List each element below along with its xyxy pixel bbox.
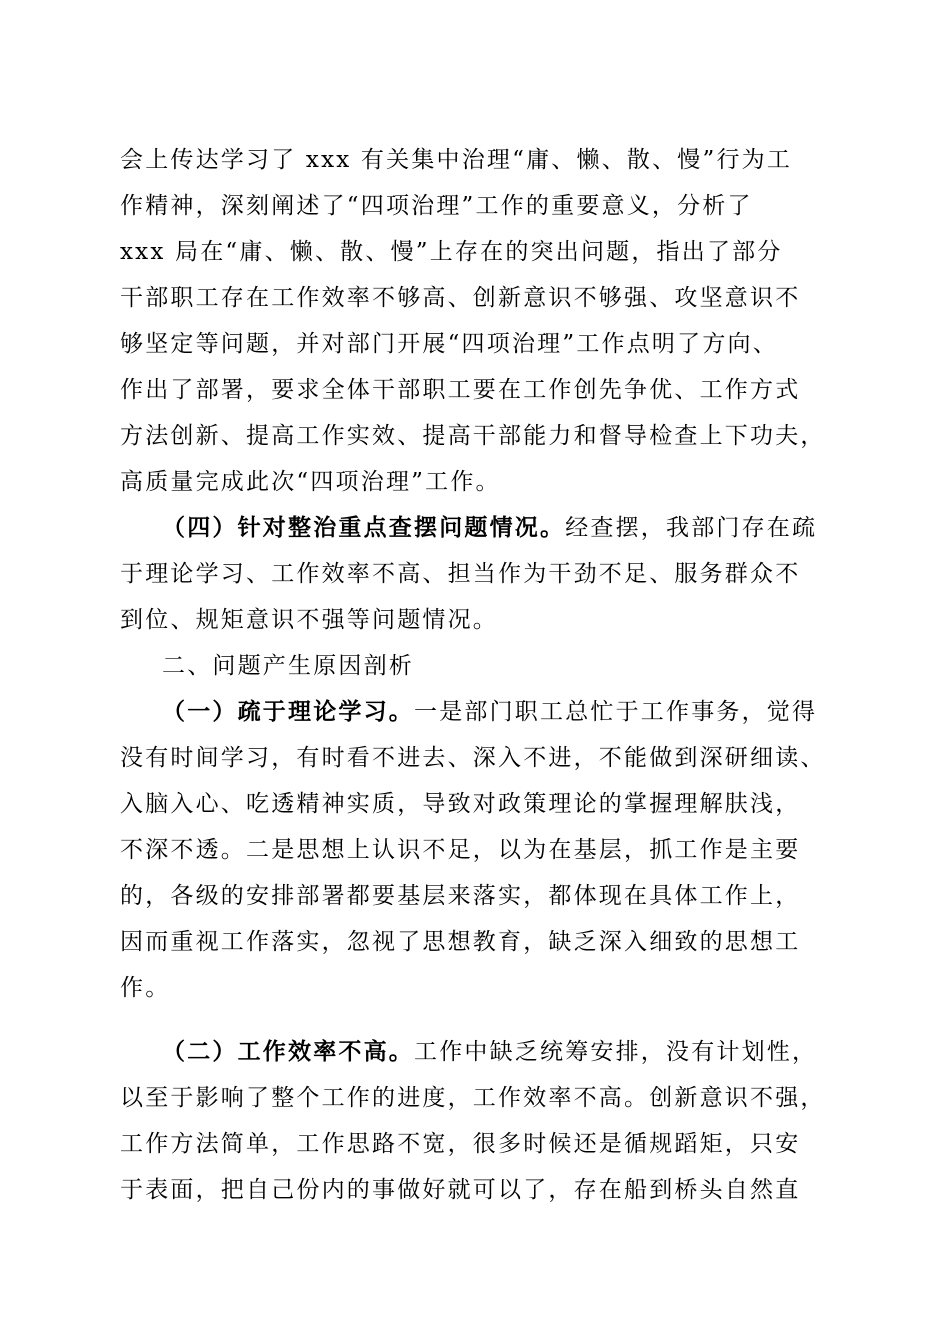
paragraph-line: 作。 bbox=[120, 975, 171, 1001]
paragraph-line: 不深不透。二是思想上认识不足，以为在基层，抓工作是主要 bbox=[120, 837, 801, 863]
paragraph-text: 工作中缺乏统筹安排，没有计划性， bbox=[414, 1039, 818, 1065]
paragraph-line: xxx 局在“庸、懒、散、慢”上存在的突出问题，指出了部分 bbox=[120, 239, 783, 265]
paragraph-line: 干部职工存在工作效率不够高、创新意识不够强、攻坚意识不 bbox=[120, 285, 801, 311]
paragraph-line: 作出了部署，要求全体干部职工要在工作创先争优、工作方式 bbox=[120, 377, 801, 403]
paragraph-heading: （四）针对整治重点查摆问题情况。 bbox=[162, 514, 566, 541]
section-title: 二、问题产生原因剖析 bbox=[162, 653, 414, 679]
paragraph-first-line bbox=[162, 513, 817, 543]
paragraph-line: 以至于影响了整个工作的进度，工作效率不高。创新意识不强， bbox=[120, 1085, 826, 1111]
paragraph-line: 方法创新、提高工作实效、提高干部能力和督导检查上下功夫， bbox=[120, 423, 826, 449]
paragraph-line: 因而重视工作落实，忽视了思想教育，缺乏深入细致的思想工 bbox=[120, 929, 801, 955]
paragraph-text: 一是部门职工总忙于工作事务，觉得 bbox=[414, 699, 818, 725]
paragraph-line: 没有时间学习，有时看不进去、深入不进，不能做到深研细读、 bbox=[120, 745, 826, 771]
paragraph-heading: （一）疏于理论学习。 bbox=[162, 698, 414, 725]
paragraph-line: 于理论学习、工作效率不高、担当作为干劲不足、服务群众不 bbox=[120, 561, 801, 587]
paragraph-first-line bbox=[162, 1037, 817, 1067]
paragraph-line: 入脑入心、吃透精神实质，导致对政策理论的掌握理解肤浅， bbox=[120, 791, 801, 817]
paragraph-line: 于表面，把自己份内的事做好就可以了，存在船到桥头自然直 bbox=[120, 1177, 801, 1203]
paragraph-line: 的，各级的安排部署都要基层来落实，都体现在具体工作上， bbox=[120, 883, 801, 909]
paragraph-line: 到位、规矩意识不强等问题情况。 bbox=[120, 607, 498, 633]
paragraph-first-line bbox=[162, 697, 817, 727]
paragraph-line: 作精神，深刻阐述了“四项治理”工作的重要意义，分析了 bbox=[120, 193, 753, 219]
paragraph-heading: （二）工作效率不高。 bbox=[162, 1038, 414, 1065]
paragraph-line: 工作方法简单，工作思路不宽，很多时候还是循规蹈矩，只安 bbox=[120, 1131, 801, 1157]
paragraph-line: 会上传达学习了 xxx 有关集中治理“庸、懒、散、慢”行为工 bbox=[120, 147, 793, 173]
paragraph-line: 高质量完成此次“四项治理”工作。 bbox=[120, 469, 501, 495]
paragraph-line: 够坚定等问题，并对部门开展“四项治理”工作点明了方向、 bbox=[120, 331, 778, 357]
paragraph-text: 经查摆，我部门存在疏 bbox=[565, 515, 818, 541]
